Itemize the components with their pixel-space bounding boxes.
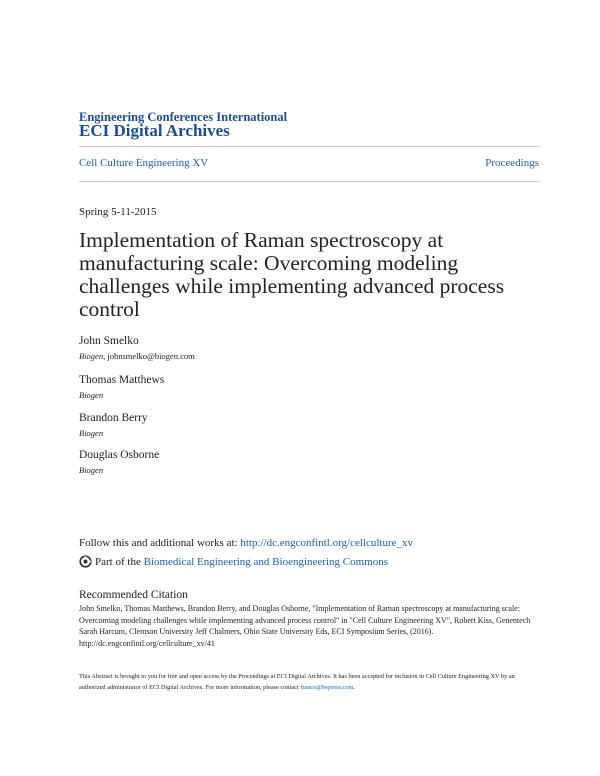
author-email[interactable]: johnsmelko@biogen.com bbox=[107, 351, 195, 361]
contact-email-link[interactable]: franco@bepress.com bbox=[300, 684, 354, 691]
author-affiliation: Biogen, johnsmelko@biogen.com bbox=[79, 351, 195, 361]
follow-line bbox=[79, 537, 413, 549]
publication-date: Spring 5-11-2015 bbox=[79, 206, 157, 218]
author-name: John Smelko bbox=[79, 335, 139, 347]
paper-title: Implementation of Raman spectroscopy at manufacturing scale: Overcoming modeling challenges while implementing advanced process control bbox=[79, 228, 505, 321]
proceedings-link[interactable]: Proceedings bbox=[485, 157, 539, 169]
footer-end: . bbox=[353, 684, 355, 691]
footer-text: This Abstract is brought to you for free and open access by the Proceedings at ECI Digital Archives. It has been accepted for inclusion in Cell Culture Engineering XV by an authorized administrator of ECI Digital Archives. For more information, please contact bbox=[79, 673, 515, 691]
author-name: Douglas Osborne bbox=[79, 449, 160, 461]
author-name: Brandon Berry bbox=[79, 412, 148, 424]
part-of-line bbox=[79, 555, 388, 568]
author-affiliation: Biogen bbox=[79, 428, 104, 438]
affiliation-text: Biogen bbox=[79, 351, 104, 361]
commons-network-icon bbox=[79, 555, 92, 568]
author-affiliation: Biogen bbox=[79, 465, 104, 475]
organization-name: Engineering Conferences International bbox=[79, 110, 288, 124]
top-divider bbox=[79, 146, 540, 147]
citation-heading: Recommended Citation bbox=[79, 589, 188, 601]
author-name: Thomas Matthews bbox=[79, 374, 165, 386]
collection-url-link[interactable]: http://dc.engconfintl.org/cellculture_xv bbox=[240, 537, 414, 549]
bottom-divider bbox=[79, 181, 540, 182]
collection-link[interactable]: Cell Culture Engineering XV bbox=[79, 157, 209, 169]
citation-text: John Smelko, Thomas Matthews, Brandon Berry, and Douglas Osborne, "Implementation of Raman spectroscopy at manufacturing scale: Overcoming modeling challenges while implementing advanced process control" in "Cell Culture Engineering XV", Robert Kiss, Genentech Sarah Harcum, Clemson University Jeff Chalmers, Ohio State University Eds, ECI Symposium Series, (2016). http://dc.engconfintl.org/cellculture_xv/41 bbox=[79, 604, 531, 648]
footer-notice bbox=[79, 671, 539, 693]
author-affiliation: Biogen bbox=[79, 390, 104, 400]
commons-link[interactable]: Biomedical Engineering and Bioengineering Commons bbox=[143, 555, 388, 568]
follow-text: Follow this and additional works at: bbox=[79, 537, 238, 549]
part-of-text: Part of the bbox=[95, 555, 141, 568]
archive-name[interactable]: ECI Digital Archives bbox=[79, 121, 230, 140]
